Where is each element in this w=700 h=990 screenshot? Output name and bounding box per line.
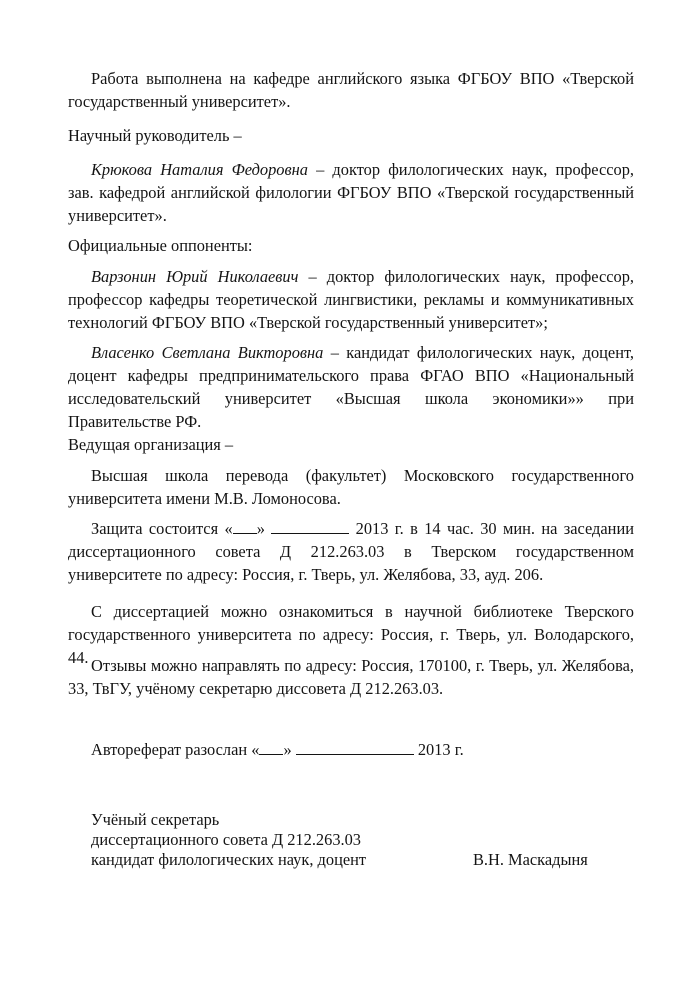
secretary-title: Учёный секретарь xyxy=(91,810,220,829)
opponent-paragraph-1 xyxy=(68,265,634,334)
defense-mid: » xyxy=(256,519,265,538)
defense-prefix: Защита состоится « xyxy=(91,519,233,538)
defense-suffix: 2013 г. в 14 час. 30 мин. на заседании диссертационного совета Д 212.263.03 в Тверском государственном университете по адресу: Россия, г. Тверь, ул. Желябова, 33, ауд. 206. xyxy=(68,519,634,584)
defense-month-blank xyxy=(271,519,349,534)
supervisor-heading: Научный руководитель – xyxy=(68,126,242,145)
mailing-line xyxy=(68,738,634,761)
mailing-prefix: Автореферат разослан « xyxy=(91,740,260,759)
library-paragraph: С диссертацией можно ознакомиться в научной библиотеке Тверского государственного университета по адресу: Россия, г. Тверь, ул. Володарского, 44. xyxy=(68,602,634,667)
lead-org-paragraph: Высшая школа перевода (факультет) Московского государственного университета имени М.В. Ломоносова. xyxy=(68,466,634,508)
opponent-details: – кандидат филологических наук, доцент, доцент кафедры предпринимательского права ФГАО ВПО «Национальный исследовательский университет «Высшая школа экономики»» при Правительстве РФ. xyxy=(68,343,634,431)
opponent-name: Власенко Светлана Викторовна xyxy=(91,343,324,362)
defense-day-blank xyxy=(233,519,257,534)
secretary-council: диссертационного совета Д 212.263.03 xyxy=(91,830,361,849)
defense-paragraph xyxy=(68,517,634,586)
mailing-mid: » xyxy=(283,740,292,759)
mailing-suffix: 2013 г. xyxy=(413,740,464,759)
intro-paragraph: Работа выполнена на кафедре английского языка ФГБОУ ВПО «Тверской государственный университет». xyxy=(68,69,634,111)
mailing-month-blank xyxy=(296,740,414,755)
opponent-paragraph-2 xyxy=(68,341,634,433)
opponent-details: – доктор филологических наук, профессор, профессор кафедры теоретической лингвистики, рекламы и коммуникативных технологий ФГБОУ ВПО «Тверской государственный университет»; xyxy=(68,267,635,332)
supervisor-details: – доктор филологических наук, профессор, зав. кафедрой английской филологии ФГБОУ ВПО «Тверской государственный университет». xyxy=(68,160,634,225)
lead-org-heading: Ведущая организация – xyxy=(68,435,234,454)
mailing-day-blank xyxy=(259,740,283,755)
reviews-paragraph: Отзывы можно направлять по адресу: Россия, 170100, г. Тверь, ул. Желябова, 33, ТвГУ, учёному секретарю диссовета Д 212.263.03. xyxy=(68,656,634,698)
opponents-heading: Официальные оппоненты: xyxy=(68,236,253,255)
supervisor-name: Крюкова Наталия Федоровна xyxy=(91,160,308,179)
opponent-name: Варзонин Юрий Николаевич xyxy=(91,267,299,286)
supervisor-paragraph xyxy=(68,158,634,227)
secretary-degree: кандидат филологических наук, доцент xyxy=(91,850,367,869)
secretary-name: В.Н. Маскадыня xyxy=(473,850,588,869)
